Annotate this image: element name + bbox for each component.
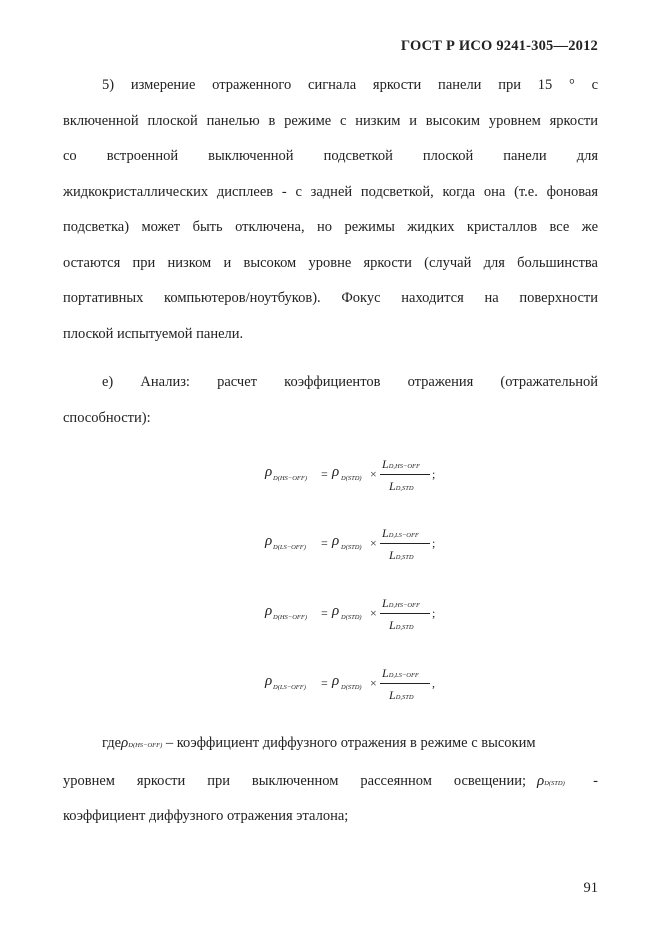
where-line-1: гдеρD(HS−OFF) – коэффициент диффузного отражения в режиме с высоким	[102, 735, 536, 751]
paragraph-line: остаются при низком и высоком уровне яркости (случай для большинства	[63, 254, 598, 271]
page-number: 91	[583, 880, 598, 896]
paragraph-item-e	[63, 365, 598, 436]
fraction-denominator: LD,STD	[389, 618, 414, 632]
paragraph-line: включенной плоской панелью в режиме с низким и высоким уровнем яркости	[63, 112, 598, 129]
rho-symbol: ρ	[265, 673, 273, 689]
formula-subscript: D(LS−OFF)	[273, 544, 306, 551]
paragraph-line: e) Анализ: расчет коэффициентов отражения (отражательной	[102, 374, 598, 390]
rho-symbol: ρ	[265, 533, 273, 549]
fraction-denominator: LD,STD	[389, 548, 414, 562]
document-header: ГОСТ Р ИСО 9241-305—2012	[400, 38, 598, 54]
paragraph-line: плоской испытуемой панели.	[63, 325, 244, 342]
formula-subscript: D(STD)	[341, 684, 362, 691]
formula-subscript: D(STD)	[341, 475, 362, 482]
fraction-denominator: LD,STD	[389, 688, 414, 702]
paragraph-line: подсветка) может быть отключена, но режимы жидких кристаллов все же	[63, 219, 598, 235]
where-line-2: уровнем яркости при выключенном рассеянном освещении; ρD(STD) -	[63, 772, 598, 789]
fraction-bar	[380, 683, 430, 684]
formula-subscript: D(LS−OFF)	[273, 684, 306, 691]
times-sign: ×	[370, 676, 377, 690]
fraction-denominator: LD,STD	[389, 479, 414, 493]
paragraph-item-5	[63, 68, 598, 352]
rho-symbol: ρ	[332, 533, 340, 549]
formula-subscript: D(HS−OFF)	[273, 475, 307, 482]
rho-symbol: ρ	[265, 603, 273, 619]
paragraph-line: способности):	[63, 409, 151, 426]
formula-subscript: D(STD)	[341, 544, 362, 551]
fraction-bar	[380, 474, 430, 475]
equals-sign: =	[321, 676, 328, 690]
equals-sign: =	[321, 536, 328, 550]
where-clause	[63, 726, 598, 835]
formula-subscript: D(STD)	[341, 614, 362, 621]
rho-symbol: ρ	[332, 603, 340, 619]
fraction-bar	[380, 613, 430, 614]
formula-punctuation: ,	[432, 676, 435, 690]
formula-subscript: D(HS−OFF)	[273, 614, 307, 621]
rho-symbol: ρ	[332, 673, 340, 689]
fraction-numerator: LD,HS−OFF	[382, 596, 420, 610]
times-sign: ×	[370, 606, 377, 620]
fraction-numerator: LD,LS−OFF	[382, 526, 419, 540]
fraction-bar	[380, 543, 430, 544]
rho-symbol: ρ	[332, 464, 340, 480]
formula-1	[265, 455, 505, 499]
formula-punctuation: ;	[432, 606, 436, 620]
formula-3	[265, 594, 505, 638]
equals-sign: =	[321, 467, 328, 481]
fraction-numerator: LD,LS−OFF	[382, 666, 419, 680]
times-sign: ×	[370, 536, 377, 550]
paragraph-line: жидкокристаллических дисплеев - с задней подсветкой, когда она (т.е. фоновая	[63, 183, 598, 200]
paragraph-line: портативных компьютеров/ноутбуков). Фокус находится на поверхности	[63, 290, 598, 306]
fraction-numerator: LD,HS−OFF	[382, 457, 420, 471]
times-sign: ×	[370, 467, 377, 481]
formula-punctuation: ;	[432, 536, 436, 550]
where-line-3: коэффициент диффузного отражения эталона;	[63, 808, 349, 824]
equals-sign: =	[321, 606, 328, 620]
rho-symbol: ρ	[265, 464, 273, 480]
paragraph-line: 5) измерение отраженного сигнала яркости панели при 15 ° с	[102, 77, 598, 93]
formula-2	[265, 524, 505, 568]
formula-4	[265, 664, 505, 708]
formula-punctuation: ;	[432, 467, 436, 481]
paragraph-line: со встроенной выключенной подсветкой плоской панели для	[63, 148, 598, 164]
